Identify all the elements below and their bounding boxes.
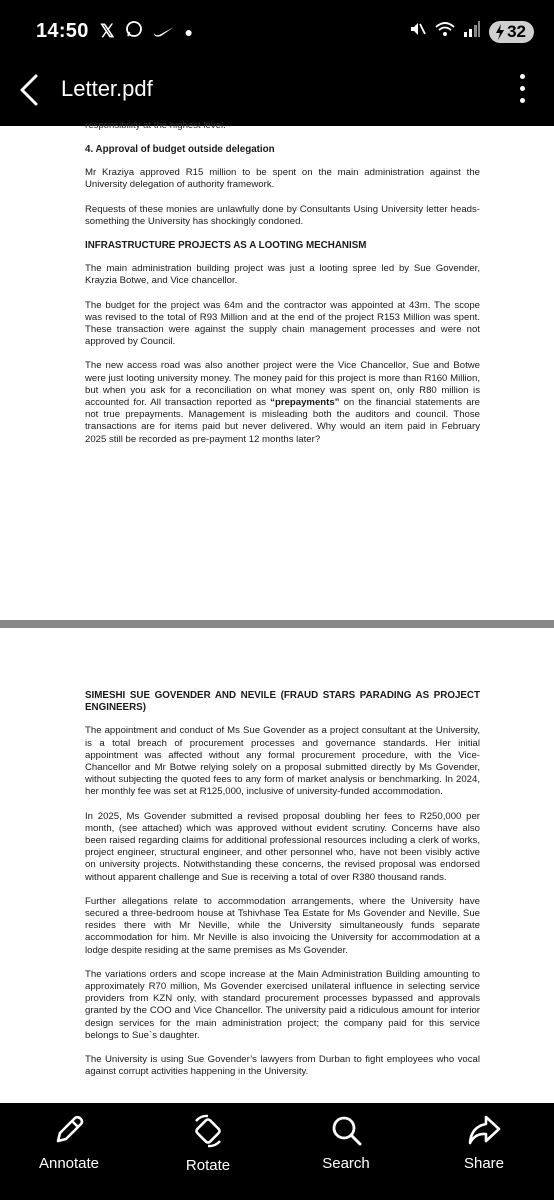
wifi-5-icon — [435, 20, 455, 43]
page-2-content — [85, 690, 480, 1090]
more-dot — [520, 74, 525, 79]
pdf-page-2[interactable] — [0, 628, 554, 1103]
search-button[interactable] — [296, 1113, 396, 1172]
paragraph: The main administration building project was just a looting spree led by Sue Govender, Krayzia Botwe, and Vice chancellor. — [85, 263, 480, 287]
system-icons — [409, 20, 534, 43]
status-bar — [0, 0, 554, 58]
x-icon: 𝕏 — [100, 21, 115, 41]
search-label: Search — [322, 1155, 370, 1172]
paragraph-text: The new access road was also another project were the Vice Chancellor, Sue and Botwe were just looting university money. The money paid for this project is more than R160 Million, but when you ask for a reconciliation on what money was spent on, only R80 million is accounted for. All transaction reported as — [85, 360, 480, 409]
pdf-page-1[interactable] — [0, 120, 554, 620]
rotate-icon — [190, 1113, 226, 1149]
back-arrow-icon — [14, 72, 46, 108]
paragraph: The variations orders and scope increase at the Main Administration Building amounting to approximately R70 million, Ms Govender exercised unilateral influence in selecting service providers from KZN only, with standard procurement processes bypassed and approvals granted by the COO and Vice Chancellor. The university paid a ridiculous amount for interior design services for the main administration project; the company paid for this service belongs to Sue`s daughter. — [85, 968, 480, 1041]
more-dot — [520, 98, 525, 103]
nike-icon — [153, 21, 175, 42]
annotate-label: Annotate — [38, 1155, 100, 1172]
paragraph: The appointment and conduct of Ms Sue Govender as a project consultant at the University, is a total breach of procurement processes and governance standards. Her initial appointment was affected without any formal procurement procedure, with the Vice-Chancellor and Mr Botwe relying solely on a proposal submitted directly by Ms Govender, without subjecting the quoted fees to any form of market analysis or benchmarking. In 2024, her monthly fee was set at R125,000, inclusive of university-funded accommodation. — [85, 725, 480, 798]
notification-icons — [100, 20, 193, 43]
section-heading: SIMESHI SUE GOVENDER AND NEVILE (FRAUD STARS PARADING AS PROJECT ENGINEERS) — [85, 690, 480, 714]
section-heading: INFRASTRUCTURE PROJECTS AS A LOOTING MECHANISM — [85, 240, 367, 252]
paragraph: Requests of these monies are unlawfully done by Consultants Using University letter heads- something the University has shockingly condoned. — [85, 203, 480, 227]
battery-indicator — [489, 21, 534, 43]
document-title: Letter.pdf — [61, 76, 153, 101]
back-button[interactable] — [14, 72, 46, 108]
dot-icon: ● — [184, 23, 193, 40]
paragraph-text: on the financial statements are not true prepayments. Management is misleading both the auditors and council. Those transactions are for items paid but never delivered. Why would an item paid in February 2025 still be recorded as pre-payment 12 months later? — [85, 397, 481, 445]
status-time: 14:50 — [36, 20, 89, 42]
search-icon — [329, 1113, 363, 1147]
bold-term: “prepayments” — [270, 397, 340, 409]
share-icon — [466, 1113, 502, 1147]
paragraph: Further allegations relate to accommodation arrangements, where the University have secured a three-bedroom house at Tshivhase Tea Estate for Ms Govender and Neville. Sue resides there with Mr Neville, while the University simultaneously funds separate accommodation for him. Mr Neville is also invoicing the University for accommodation at a lodge despite residing at the same premises as Ms Govender. — [85, 895, 480, 956]
battery-level: 32 — [507, 21, 526, 41]
bottom-toolbar — [0, 1103, 554, 1200]
paragraph — [85, 360, 480, 445]
paragraph: The budget for the project was 64m and the contractor was appointed at 43m. The scope was revised to the total of R93 Million and at the end of the project R153 Million was spent. These transaction were against the supply chain management processes and were not approved by Council. — [85, 299, 480, 348]
page-1-content — [85, 144, 480, 458]
more-dot — [520, 86, 525, 91]
share-button[interactable] — [434, 1113, 534, 1172]
mute-icon — [409, 20, 427, 43]
annotate-button[interactable] — [19, 1113, 119, 1172]
whatsapp-icon — [125, 20, 143, 43]
more-options-button[interactable] — [518, 74, 526, 108]
section-heading: 4. Approval of budget outside delegation — [85, 144, 275, 155]
paragraph: The University is using Sue Govender’s lawyers from Durban to fight employees who vocal against corrupt activities happening in the University. — [85, 1054, 480, 1078]
app-bar — [0, 58, 554, 126]
share-label: Share — [463, 1155, 505, 1172]
paragraph: Mr Kraziya approved R15 million to be spent on the main administration against the University delegation of authority framework. — [85, 167, 480, 191]
paragraph: In 2025, Ms Govender submitted a revised proposal doubling her fees to R250,000 per month, (see attached) which was approved without evident scrutiny. Concerns have also been raised regarding claims for additional professional resources including a clerk of works, project engineer, structural engineer, and other personnel who, have not been visibly active on university projects. Notwithstanding these concerns, the revised proposal was endorsed without apparent challenge and Sue is receiving a total of over R380 thousand rands. — [85, 810, 480, 883]
cut-off-line: responsibility at the highest level. — [85, 120, 226, 131]
charging-icon — [495, 24, 505, 40]
rotate-button[interactable] — [158, 1113, 258, 1174]
rotate-label: Rotate — [185, 1157, 231, 1174]
page-separator — [0, 620, 554, 628]
pencil-icon — [52, 1113, 86, 1147]
signal-icon — [463, 20, 481, 43]
